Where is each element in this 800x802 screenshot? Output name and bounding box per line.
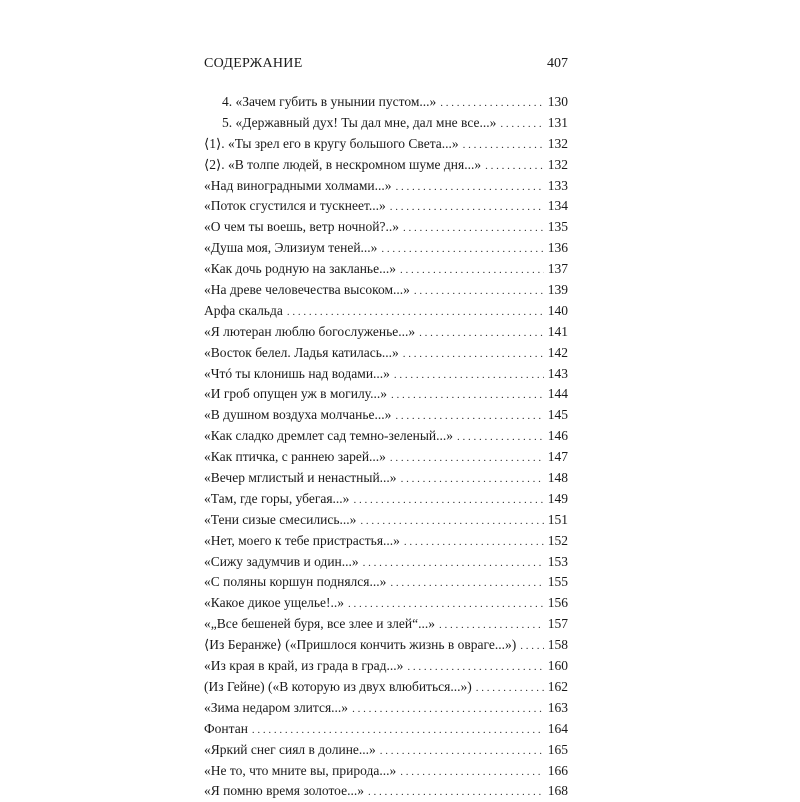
toc-entry-page: 133 bbox=[547, 177, 568, 193]
toc-entry bbox=[204, 176, 568, 197]
toc-entry bbox=[204, 740, 568, 761]
toc-entry-title: «Как сладко дремлет сад темно-зеленый...» bbox=[204, 428, 453, 444]
toc-entry bbox=[204, 301, 568, 322]
dot-leader bbox=[457, 426, 544, 447]
toc-entry-title: «Сижу задумчив и один...» bbox=[204, 553, 359, 569]
dot-leader bbox=[252, 719, 544, 740]
toc-entry-title: «Я лютеран люблю богослуженье...» bbox=[204, 323, 416, 339]
toc-entry-page: 165 bbox=[547, 741, 568, 757]
dot-leader bbox=[400, 761, 544, 782]
toc-entry bbox=[204, 343, 568, 364]
toc-entry-page: 153 bbox=[547, 553, 568, 569]
toc-entry-title: «Я помню время золотое...» bbox=[204, 783, 364, 799]
toc-entry-page: 143 bbox=[547, 365, 568, 381]
toc-entry-title: «С поляны коршун поднялся...» bbox=[204, 574, 387, 590]
dot-leader bbox=[403, 217, 544, 238]
toc-entry bbox=[204, 656, 568, 677]
dot-leader bbox=[394, 364, 544, 385]
toc-entry-title: «„Все бешеней буря, все злее и злей“...» bbox=[204, 616, 435, 632]
dot-leader bbox=[439, 614, 544, 635]
dot-leader bbox=[500, 113, 544, 134]
toc-entry bbox=[204, 635, 568, 656]
toc-entry-title: «Как птичка, с раннею зарей...» bbox=[204, 449, 386, 465]
dot-leader bbox=[287, 301, 544, 322]
dot-leader bbox=[395, 405, 544, 426]
dot-leader bbox=[463, 134, 544, 155]
toc-entry-title: «Зима недаром злится...» bbox=[204, 699, 349, 715]
toc-entry-title: «Над виноградными холмами...» bbox=[204, 177, 392, 193]
toc-entry-page: 158 bbox=[547, 637, 568, 653]
toc-entry bbox=[204, 677, 568, 698]
dot-leader bbox=[353, 489, 544, 510]
toc-entry bbox=[204, 781, 568, 802]
toc-entry-title: «Как дочь родную на закланье...» bbox=[204, 261, 396, 277]
dot-leader bbox=[390, 447, 544, 468]
toc-entry bbox=[204, 510, 568, 531]
dot-leader bbox=[380, 740, 544, 761]
toc-entry-page: 164 bbox=[547, 720, 568, 736]
dot-leader bbox=[400, 259, 544, 280]
toc-entry bbox=[204, 134, 568, 155]
toc-entry bbox=[204, 614, 568, 635]
toc-entry-page: 157 bbox=[547, 616, 568, 632]
toc-entry-title: «Какое дикое ущелье!..» bbox=[204, 595, 344, 611]
dot-leader bbox=[396, 176, 544, 197]
toc-entry-title: «Душа моя, Элизиум теней...» bbox=[204, 240, 378, 256]
dot-leader bbox=[390, 196, 544, 217]
toc-entry-page: 130 bbox=[547, 94, 568, 109]
toc-entry-title: «Нет, моего к тебе пристрастья...» bbox=[204, 532, 400, 548]
toc-entry bbox=[204, 280, 568, 301]
dot-leader bbox=[391, 384, 544, 405]
dot-leader bbox=[381, 238, 544, 259]
toc-entry-page: 139 bbox=[547, 282, 568, 298]
toc-entry-page: 146 bbox=[547, 428, 568, 444]
toc-entry-page: 142 bbox=[547, 344, 568, 360]
toc-entry bbox=[204, 155, 568, 176]
toc-entry-title: «Яркий снег сиял в долине...» bbox=[204, 741, 376, 757]
toc-entry-page: 132 bbox=[547, 135, 568, 151]
toc-entry-page: 162 bbox=[547, 678, 568, 694]
toc-entry-title: «Вечер мглистый и ненастный...» bbox=[204, 470, 397, 486]
dot-leader bbox=[440, 92, 544, 113]
toc-entry-page: 160 bbox=[547, 658, 568, 674]
toc-entry bbox=[204, 322, 568, 343]
toc-entry bbox=[204, 552, 568, 573]
toc-entry-page: 147 bbox=[547, 449, 568, 465]
toc-entry-title: «Чтó ты клонишь над водами...» bbox=[204, 365, 390, 381]
toc-entry-page: 148 bbox=[547, 470, 568, 486]
dot-leader bbox=[390, 572, 544, 593]
toc-entry-page: 132 bbox=[547, 156, 568, 172]
toc-entry bbox=[204, 405, 568, 426]
toc-entry-page: 136 bbox=[547, 240, 568, 256]
dot-leader bbox=[520, 635, 544, 656]
toc-entry-page: 145 bbox=[547, 407, 568, 423]
dot-leader bbox=[360, 510, 544, 531]
toc-entry-page: 152 bbox=[547, 532, 568, 548]
toc-entry-title: «На древе человечества высоком...» bbox=[204, 282, 410, 298]
toc-entry bbox=[204, 719, 568, 740]
toc-entry-title: ⟨1⟩. «Ты зрел его в кругу большого Света...» bbox=[204, 135, 459, 151]
toc-entry-title: «В душном воздуха молчанье...» bbox=[204, 407, 392, 423]
dot-leader bbox=[419, 322, 544, 343]
toc-entry bbox=[204, 196, 568, 217]
toc-entry-title: 4. «Зачем губить в унынии пустом...» bbox=[222, 94, 437, 109]
dot-leader bbox=[407, 656, 544, 677]
toc-entry bbox=[204, 217, 568, 238]
toc-entry bbox=[204, 531, 568, 552]
toc-entry-title: ⟨2⟩. «В толпе людей, в нескромном шуме дня...» bbox=[204, 156, 482, 172]
toc-entry-title: 5. «Державный дух! Ты дал мне, дал мне все...» bbox=[222, 114, 497, 130]
toc-entry-page: 137 bbox=[547, 261, 568, 277]
toc-entry-page: 163 bbox=[547, 699, 568, 715]
dot-leader bbox=[368, 781, 544, 802]
dot-leader bbox=[403, 343, 544, 364]
toc-entry-page: 156 bbox=[547, 595, 568, 611]
toc-entry-title: «Не то, что мните вы, природа...» bbox=[204, 762, 397, 778]
toc-entry-title: «О чем ты воешь, ветр ночной?..» bbox=[204, 219, 399, 235]
toc-entry bbox=[204, 384, 568, 405]
running-head: СОДЕРЖАНИЕ bbox=[204, 56, 303, 71]
toc-entry-title: «Там, где горы, убегая...» bbox=[204, 490, 350, 506]
toc-entry-page: 155 bbox=[547, 574, 568, 590]
toc-entry bbox=[204, 761, 568, 782]
toc-entry bbox=[204, 113, 568, 134]
toc-entry bbox=[204, 426, 568, 447]
toc-entry bbox=[204, 468, 568, 489]
toc-entry-title: «Поток сгустился и тускнеет...» bbox=[204, 198, 386, 214]
toc-entry bbox=[204, 259, 568, 280]
toc-entry-page: 144 bbox=[547, 386, 568, 402]
toc-entry-page: 131 bbox=[547, 114, 568, 130]
toc-entry bbox=[204, 447, 568, 468]
dot-leader bbox=[401, 468, 544, 489]
toc-entry bbox=[204, 698, 568, 719]
dot-leader bbox=[485, 155, 544, 176]
toc-entry-title: (Из Гейне) («В которую из двух влюбиться...») bbox=[204, 678, 472, 694]
table-of-contents bbox=[204, 92, 568, 802]
page-number: 407 bbox=[547, 56, 568, 71]
toc-entry-title: «Восток белел. Ладья катилась...» bbox=[204, 344, 399, 360]
dot-leader bbox=[363, 552, 544, 573]
toc-entry-title: «И гроб опущен уж в могилу...» bbox=[204, 386, 387, 402]
toc-entry-title: Фонтан bbox=[204, 720, 248, 736]
toc-entry-title: «Тени сизые смесились...» bbox=[204, 511, 357, 527]
dot-leader bbox=[352, 698, 544, 719]
toc-entry bbox=[204, 593, 568, 614]
toc-entry bbox=[204, 364, 568, 385]
toc-entry-title: Арфа скальда bbox=[204, 302, 283, 318]
toc-entry-page: 141 bbox=[547, 323, 568, 339]
toc-entry-page: 166 bbox=[547, 762, 568, 778]
toc-entry bbox=[204, 572, 568, 593]
toc-entry-page: 140 bbox=[547, 302, 568, 318]
dot-leader bbox=[404, 531, 544, 552]
dot-leader bbox=[348, 593, 544, 614]
dot-leader bbox=[414, 280, 544, 301]
toc-entry bbox=[204, 92, 568, 113]
toc-entry bbox=[204, 238, 568, 259]
toc-entry-page: 135 bbox=[547, 219, 568, 235]
toc-entry bbox=[204, 489, 568, 510]
toc-entry-page: 149 bbox=[547, 490, 568, 506]
toc-entry-title: ⟨Из Беранже⟩ («Пришлося кончить жизнь в овраге...») bbox=[204, 637, 517, 653]
toc-entry-page: 151 bbox=[547, 511, 568, 527]
toc-entry-page: 134 bbox=[547, 198, 568, 214]
toc-entry-page: 168 bbox=[547, 783, 568, 799]
dot-leader bbox=[476, 677, 544, 698]
toc-entry-title: «Из края в край, из града в град...» bbox=[204, 658, 404, 674]
